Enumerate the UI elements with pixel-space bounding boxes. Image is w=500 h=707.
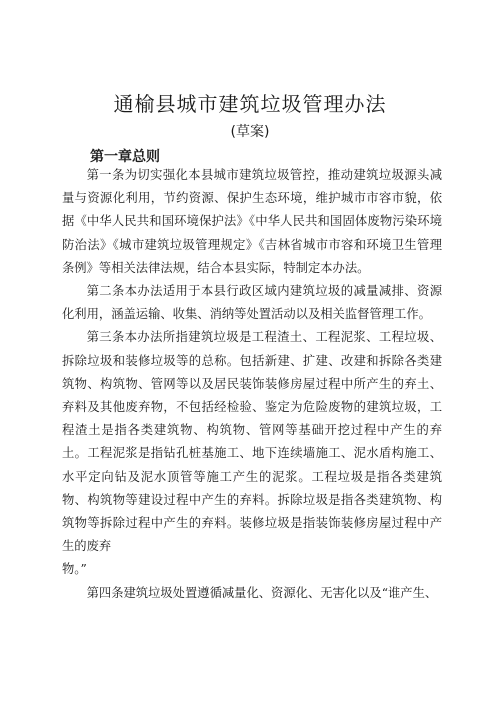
document-body [62,164,442,605]
document-subtitle: (草案) [230,124,270,140]
article-1-paragraph: 第一条为切实强化本县城市建筑垃圾管控，推动建筑垃圾源头减量与资源化利用，节约资源、保护生态环境，维护城市市容市貌，依据《中华人民共和国环境保护法》《中华人民共和国固体废物污染环境防治法》《城市建筑垃圾管理规定》《吉林省城市市容和环境卫生管理条例》等相关法律法规，结合本县实际，特制定本办法。 [62,168,442,275]
document-title: 通榆县城市建筑垃圾管理办法 [113,92,387,116]
article-2-paragraph: 第二条本办法适用于本县行政区域内建筑垃圾的减量减排、资源化利用，涵盖运输、收集、消纳等处置活动以及相关监督管理工作。 [62,284,442,322]
chapter-heading: 第一章总则 [90,149,160,165]
article-3-paragraph: 第三条本办法所指建筑垃圾是工程渣土、工程泥浆、工程垃圾、拆除垃圾和装修垃圾等的总称。包括新建、扩建、改建和拆除各类建筑物、构筑物、管网等以及居民装饰装修房屋过程中所产生的弃土、弃料及其他废弃物，不包括经检验、鉴定为危险废物的建筑垃圾，工程渣土是指各类建筑物、构筑物、管网等基础开挖过程中产生的弃土。工程泥浆是指钻孔桩基施工、地下连续墙施工、泥水盾构施工、水平定向钻及泥水顶管等施工产生的泥浆。工程垃圾是指各类建筑物、构筑物等建设过程中产生的弃料。拆除垃圾是指各类建筑物、构筑物等拆除过程中产生的弃料。装修垃圾是指装饰装修房屋过程中产生的废弃 物。” [62,330,442,577]
article-4-paragraph: 第四条建筑垃圾处置遵循减量化、资源化、无害化以及“谁产生、 [86,585,438,600]
